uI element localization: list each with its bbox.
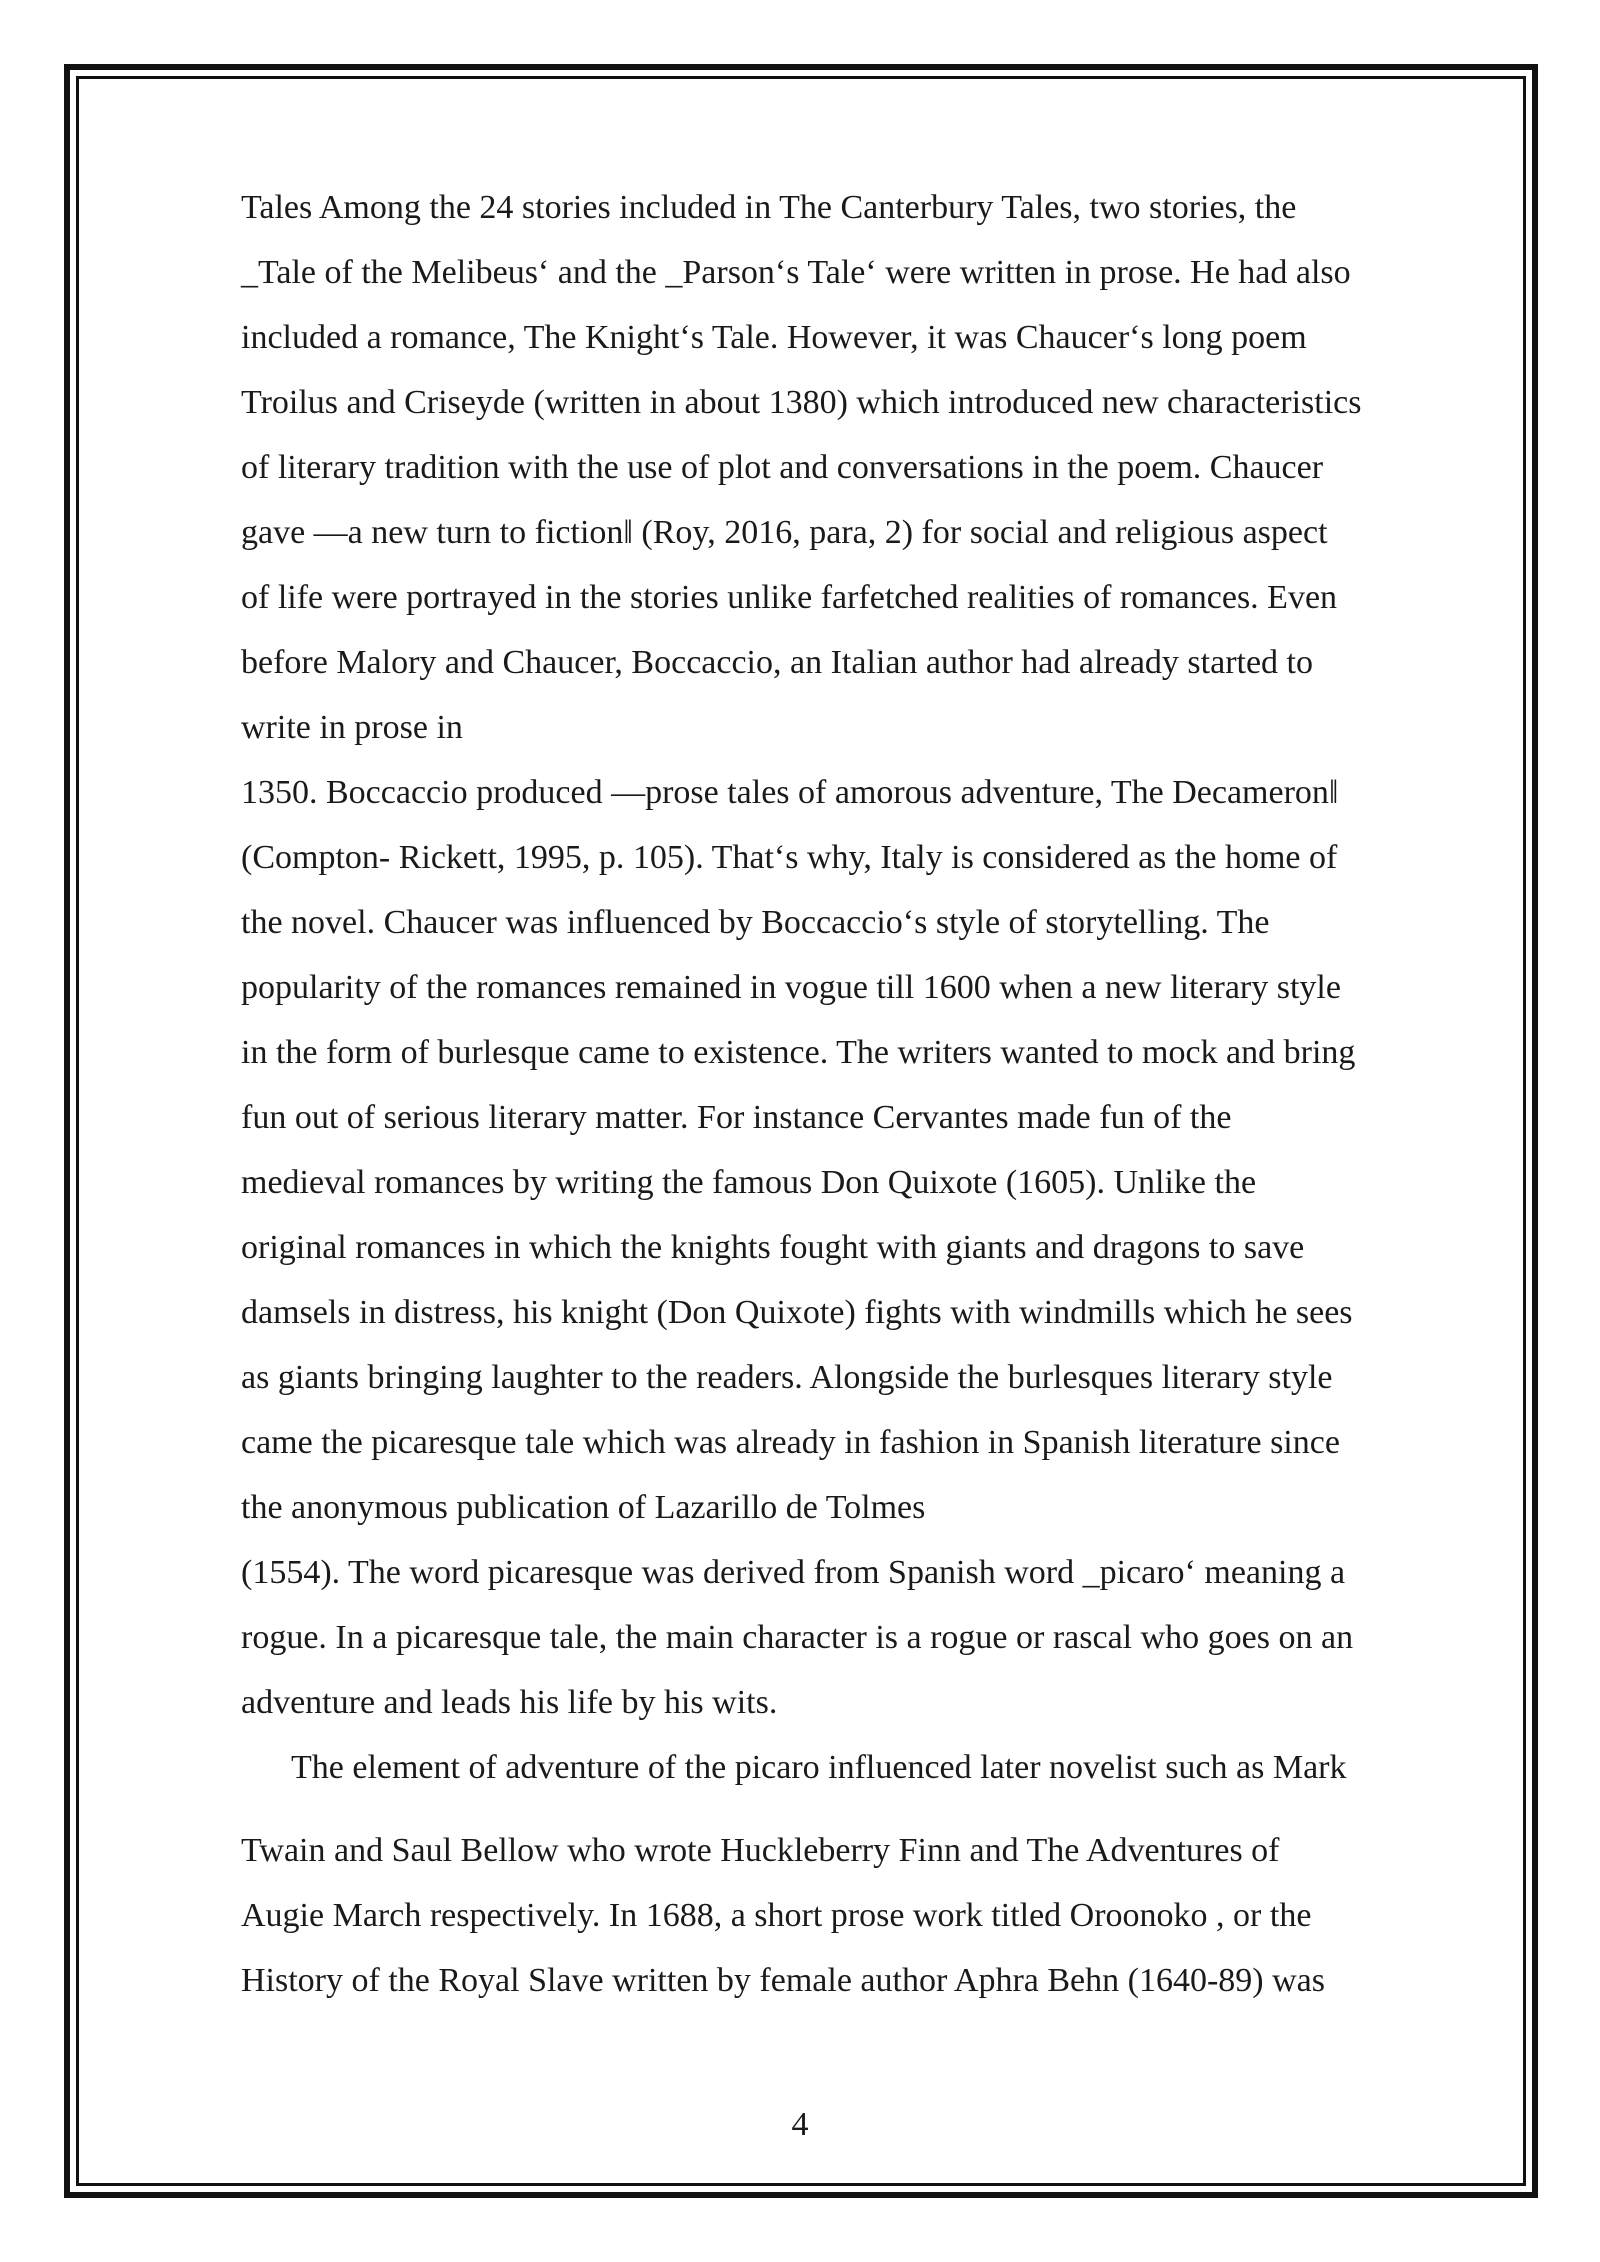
text-line: Augie March respectively. In 1688, a short prose work titled Oroonoko , or the bbox=[241, 1897, 1312, 1934]
text-line: Troilus and Criseyde (written in about 1380) which introduced new characteristics bbox=[241, 384, 1362, 421]
text-line: in the form of burlesque came to existence. The writers wanted to mock and bring bbox=[241, 1034, 1356, 1071]
text-line: came the picaresque tale which was already in fashion in Spanish literature since bbox=[241, 1424, 1340, 1461]
text-line: gave ―a new turn to fiction‖ (Roy, 2016, para, 2) for social and religious aspect bbox=[241, 514, 1328, 551]
text-line: Twain and Saul Bellow who wrote Huckleberry Finn and The Adventures of bbox=[241, 1832, 1280, 1869]
text-line: popularity of the romances remained in vogue till 1600 when a new literary style bbox=[241, 969, 1341, 1006]
text-line: the anonymous publication of Lazarillo de Tolmes bbox=[241, 1489, 926, 1526]
text-line: original romances in which the knights fought with giants and dragons to save bbox=[241, 1229, 1305, 1266]
text-line: fun out of serious literary matter. For instance Cervantes made fun of the bbox=[241, 1099, 1232, 1136]
text-line: (Compton- Rickett, 1995, p. 105). That‘s why, Italy is considered as the home of bbox=[241, 839, 1338, 876]
text-line: write in prose in bbox=[241, 709, 463, 746]
text-line: 1350. Boccaccio produced ―prose tales of amorous adventure, The Decameron‖ bbox=[241, 774, 1339, 811]
text-line: _Tale of the Melibeus‘ and the _Parson‘s Tale‘ were written in prose. He had also bbox=[241, 254, 1351, 291]
text-line: rogue. In a picaresque tale, the main character is a rogue or rascal who goes on an bbox=[241, 1619, 1354, 1656]
text-line: damsels in distress, his knight (Don Quixote) fights with windmills which he sees bbox=[241, 1294, 1353, 1331]
paragraph-first-line: The element of adventure of the picaro influenced later novelist such as Mark bbox=[291, 1749, 1347, 1786]
text-line: before Malory and Chaucer, Boccaccio, an Italian author had already started to bbox=[241, 644, 1313, 681]
text-line: of life were portrayed in the stories unlike farfetched realities of romances. Even bbox=[241, 579, 1338, 616]
text-line: (1554). The word picaresque was derived from Spanish word _picaro‘ meaning a bbox=[241, 1554, 1346, 1591]
text-line: as giants bringing laughter to the readers. Alongside the burlesques literary style bbox=[241, 1359, 1333, 1396]
text-line: adventure and leads his life by his wits. bbox=[241, 1684, 778, 1721]
text-line: Tales Among the 24 stories included in The Canterbury Tales, two stories, the bbox=[241, 189, 1297, 226]
body-text bbox=[241, 175, 1501, 2013]
text-line: the novel. Chaucer was influenced by Boccaccio‘s style of storytelling. The bbox=[241, 904, 1270, 941]
text-line: History of the Royal Slave written by female author Aphra Behn (1640-89) was bbox=[241, 1962, 1325, 1999]
text-line: included a romance, The Knight‘s Tale. However, it was Chaucer‘s long poem bbox=[241, 319, 1307, 356]
page-number: 4 bbox=[791, 2106, 809, 2143]
text-line: of literary tradition with the use of plot and conversations in the poem. Chaucer bbox=[241, 449, 1324, 486]
text-line: medieval romances by writing the famous Don Quixote (1605). Unlike the bbox=[241, 1164, 1257, 1201]
